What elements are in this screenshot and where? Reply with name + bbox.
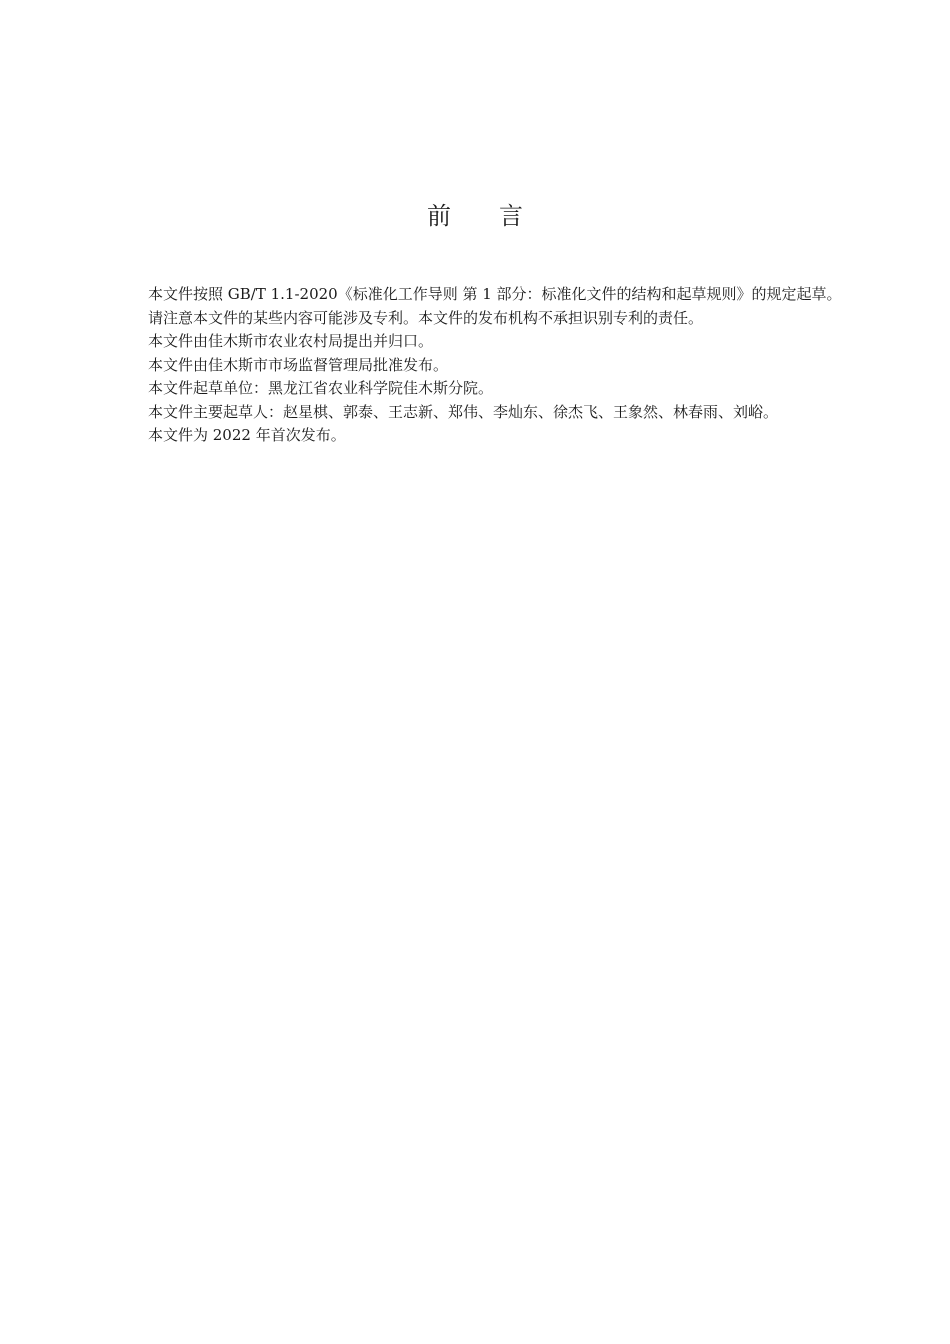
foreword-body	[115, 283, 863, 448]
page-title	[0, 196, 950, 231]
title-char-1: 前	[427, 202, 451, 230]
paragraph-drafting-unit: 本文件起草单位：黑龙江省农业科学院佳木斯分院。	[148, 379, 494, 397]
paragraph-patent-notice: 请注意本文件的某些内容可能涉及专利。本文件的发布机构不承担识别专利的责任。	[148, 308, 704, 327]
paragraph-standard-basis: 本文件按照 GB/T 1.1-2020《标准化工作导则 第 1 部分：标准化文件的结构和起草规则》的规定起草。	[148, 285, 842, 303]
paragraph-drafters: 本文件主要起草人：赵星棋、郭泰、王志新、郑伟、李灿东、徐杰飞、王象然、林春雨、刘峪。	[148, 402, 779, 421]
paragraph-approver: 本文件由佳木斯市市场监督管理局批准发布。	[148, 355, 449, 374]
title-char-2: 言	[499, 202, 523, 230]
paragraph-proposer: 本文件由佳木斯市农业农村局提出并归口。	[148, 332, 434, 350]
paragraph-first-release: 本文件为 2022 年首次发布。	[148, 426, 346, 444]
